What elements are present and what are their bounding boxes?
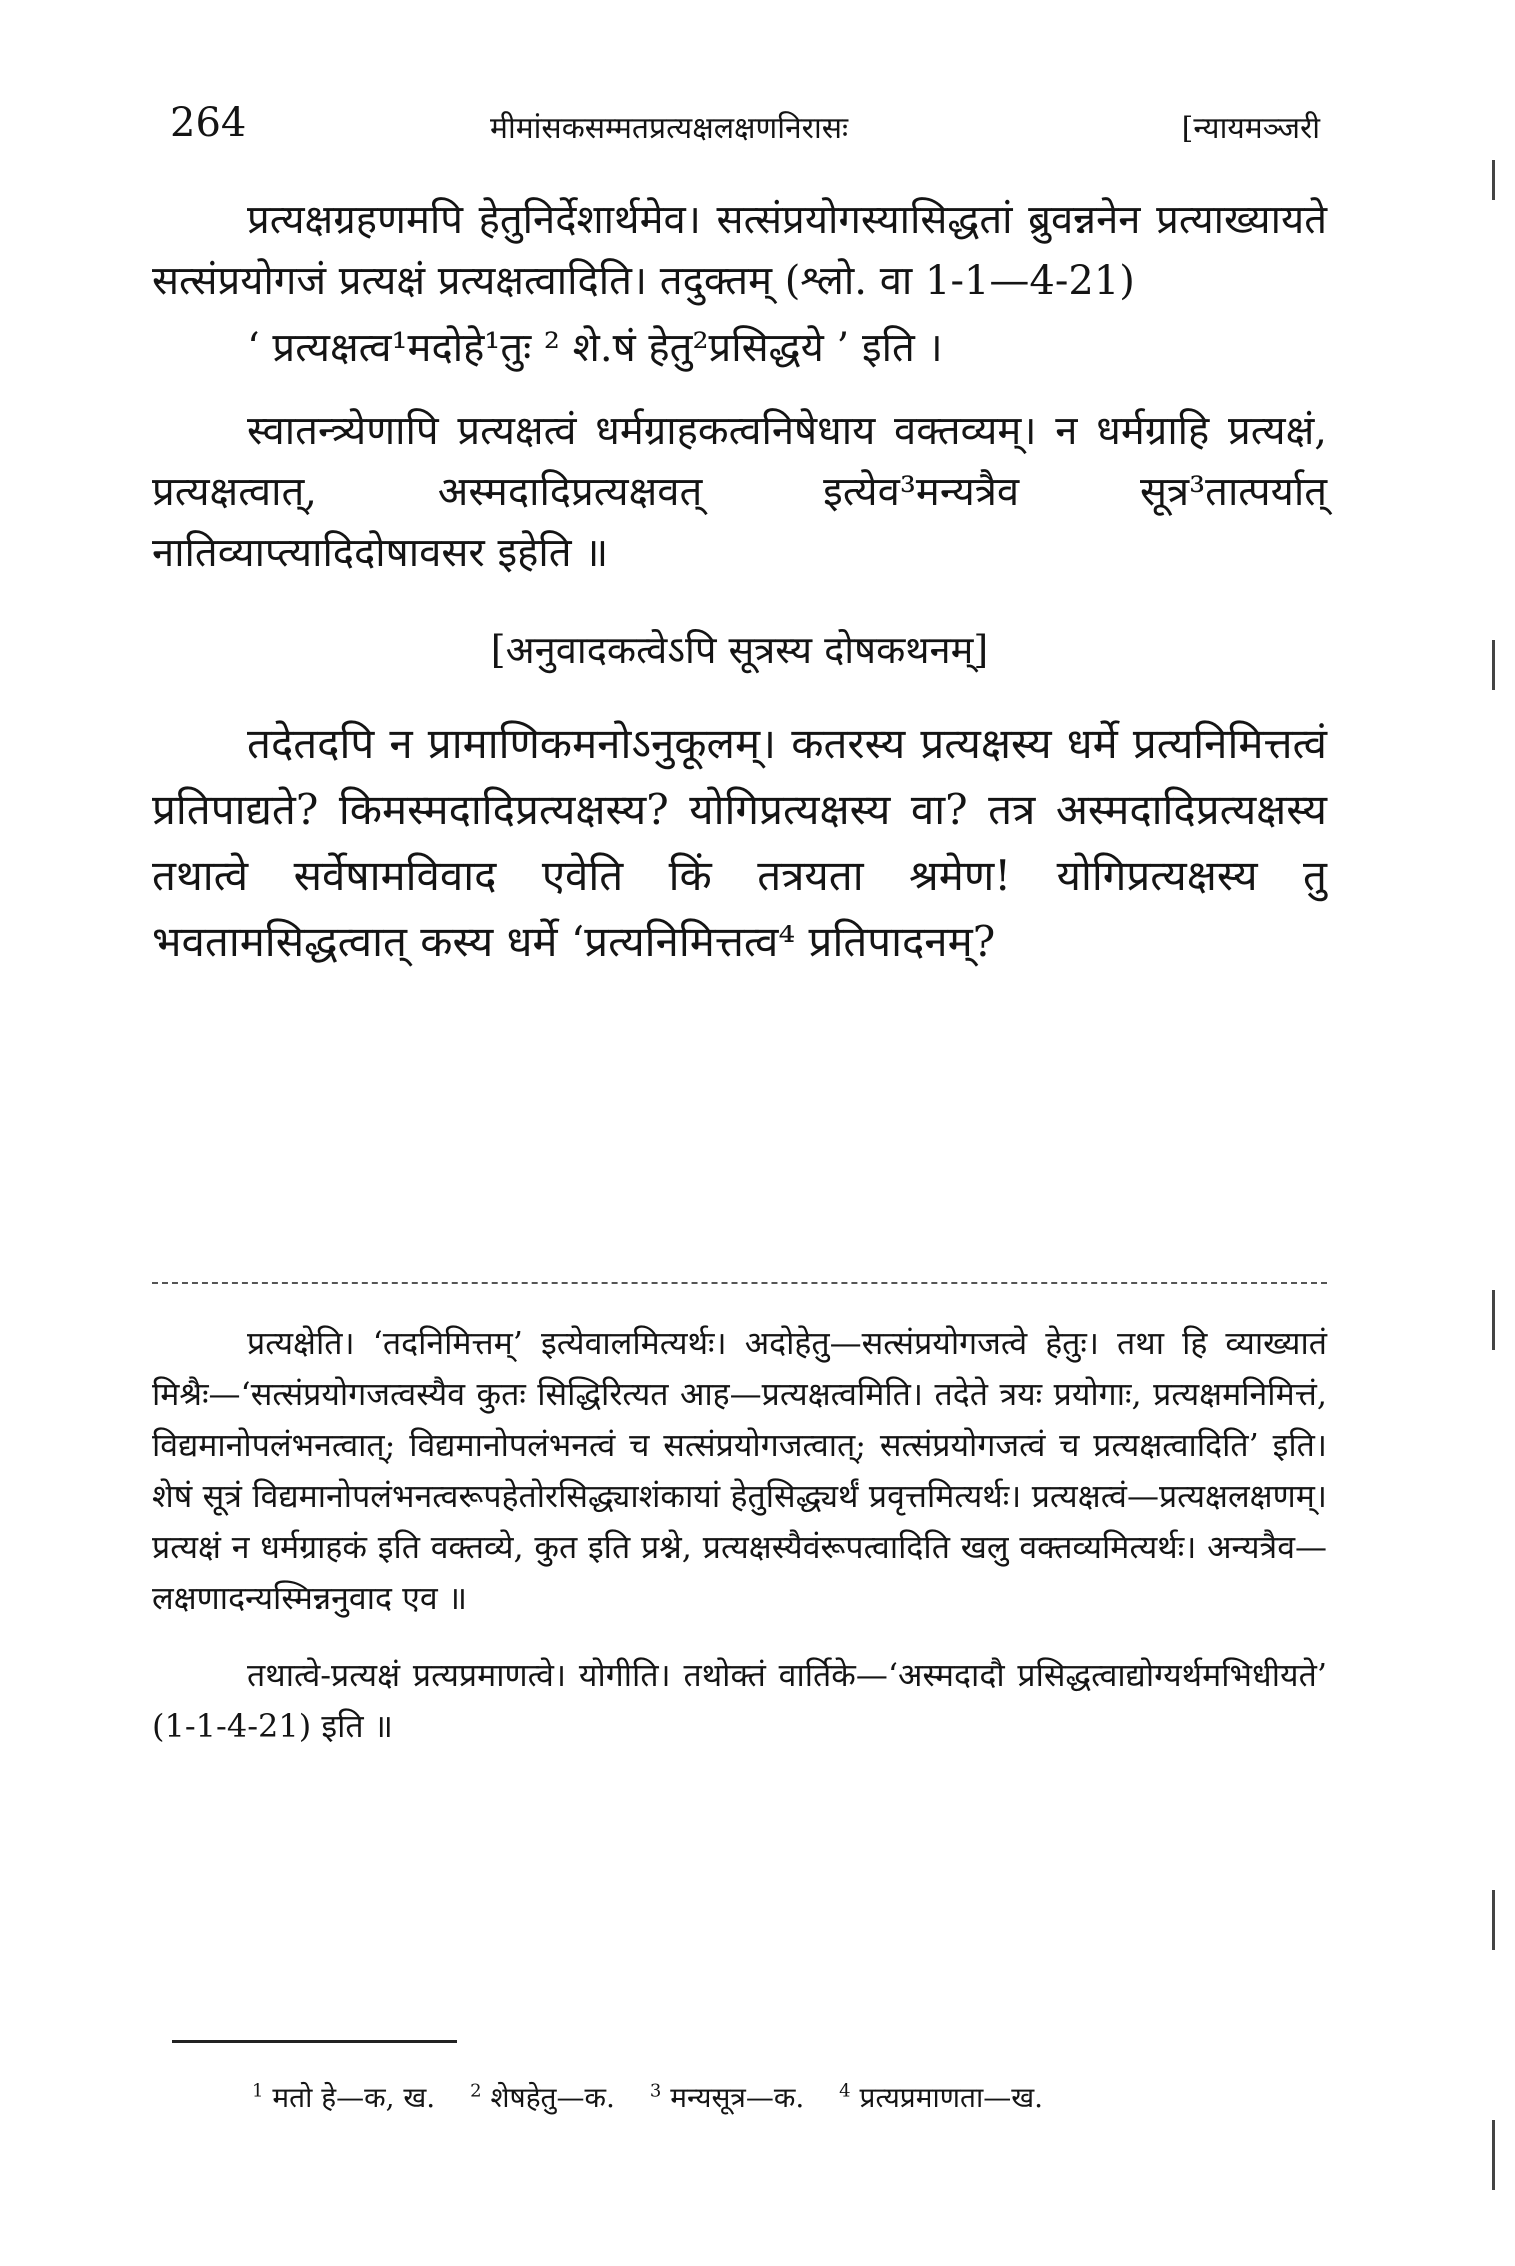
footnote: [839, 2081, 1043, 2114]
section-heading: [अनुवादकत्वेऽपि सूत्रस्य दोषकथनम्]: [490, 628, 989, 672]
footnote: [470, 2081, 615, 2114]
section-divider: [152, 1282, 1327, 1284]
scan-edge-mark: [1492, 1290, 1495, 1350]
footnote-text: प्रत्यप्रमाणता—ख.: [859, 2081, 1043, 2115]
footnote-rule: [172, 2040, 457, 2043]
commentary: [152, 1318, 1327, 1752]
footnotes: [252, 2072, 1312, 2118]
footnote: [650, 2081, 804, 2114]
footnote: [252, 2081, 435, 2114]
book-title: [न्यायमञ्जरी: [1181, 111, 1320, 146]
page-number: 264: [170, 100, 247, 146]
scan-edge-mark: [1492, 160, 1495, 200]
main-text: [152, 190, 1327, 975]
running-title: मीमांसकसम्मतप्रत्यक्षलक्षणनिरासः: [490, 111, 849, 146]
footnote-text: शेषहेतु—क.: [490, 2081, 615, 2115]
scan-edge-mark: [1492, 1890, 1495, 1950]
main-paragraph-2: स्वातन्त्र्येणापि प्रत्यक्षत्वं धर्मग्राहकत्वनिषेधाय वक्तव्यम्। न धर्मग्राहि प्रत्यक्षं, प्रत्यक्षत्वात्, अस्मदादिप्रत्यक्षवत् इत्येव³मन्यत्रैव सूत्र³तात्पर्यात् नातिव्याप्त्यादिदोषावसर इहेति ॥: [152, 408, 1327, 576]
page-header: [170, 100, 1320, 160]
main-paragraph-1: प्रत्यक्षग्रहणमपि हेतुनिर्देशार्थमेव। सत्संप्रयोगस्यासिद्धतां ब्रुवन्ननेन प्रत्याख्यायते सत्संप्रयोगजं प्रत्यक्षं प्रत्यक्षत्वादिति। तदुक्तम् (श्लो. वा 1-1—4-21): [152, 197, 1327, 304]
commentary-paragraph-2: तथात्वे-प्रत्यक्षं प्रत्यप्रमाणत्वे। योगीति। तथोक्तं वार्तिके—‘अस्मदादौ प्रसिद्धत्वाद्योग्यर्थमभिधीयते’ (1-1-4-21) इति ॥: [152, 1656, 1327, 1745]
footnote-number: 4: [839, 2081, 851, 2102]
commentary-paragraph-1: प्रत्यक्षेति। ‘तदनिमित्तम्’ इत्येवालमित्यर्थः। अदोहेतु—सत्संप्रयोगजत्वे हेतुः। तथा हि व्याख्यातं मिश्रैः—‘सत्संप्रयोगजत्वस्यैव कुतः सिद्धिरित्यत आह—प्रत्यक्षत्वमिति। तदेते त्रयः प्रयोगाः, प्रत्यक्षमनिमित्तं, विद्यमानोपलंभनत्वात्; विद्यमानोपलंभनत्वं च सत्संप्रयोगजत्वात्; सत्संप्रयोगजत्वं च प्रत्यक्षत्वादिति’ इति। शेषं सूत्रं विद्यमानोपलंभनत्वरूपहेतोरसिद्ध्याशंकायां हेतुसिद्ध्यर्थं प्रवृत्तमित्यर्थः। प्रत्यक्षत्वं—प्रत्यक्षलक्षणम्। प्रत्यक्षं न धर्मग्राहकं इति वक्तव्ये, कुत इति प्रश्ने, प्रत्यक्षस्यैवंरूपत्वादिति खलु वक्तव्यमित्यर्थः। अन्यत्रैव—लक्षणादन्यस्मिन्ननुवाद एव ॥: [152, 1324, 1327, 1617]
footnote-number: 2: [470, 2081, 482, 2102]
footnote-text: मतो हे—क, ख.: [272, 2081, 436, 2115]
verse-quote: ‘ प्रत्यक्षत्व¹मदोहे¹तुः ² शे.षं हेतु²प्रसिद्धये ’ इति ।: [247, 325, 943, 371]
main-paragraph-3: तदेतदपि न प्रामाणिकमनोऽनुकूलम्। कतरस्य प्रत्यक्षस्य धर्मे प्रत्यनिमित्तत्वं प्रतिपाद्यते? किमस्मदादिप्रत्यक्षस्य? योगिप्रत्यक्षस्य वा? तत्र अस्मदादिप्रत्यक्षस्य तथात्वे सर्वेषामविवाद एवेति किं तत्रयता श्रमेण! योगिप्रत्यक्षस्य तु भवतामसिद्धत्वात् कस्य धर्मे ‘प्रत्यनिमित्तत्व⁴ प्रतिपादनम्?: [152, 719, 1327, 966]
scan-edge-mark: [1492, 2120, 1495, 2190]
footnote-number: 1: [252, 2081, 264, 2102]
scan-edge-mark: [1492, 640, 1495, 690]
footnote-text: मन्यसूत्र—क.: [670, 2081, 805, 2115]
footnote-number: 3: [649, 2081, 662, 2102]
